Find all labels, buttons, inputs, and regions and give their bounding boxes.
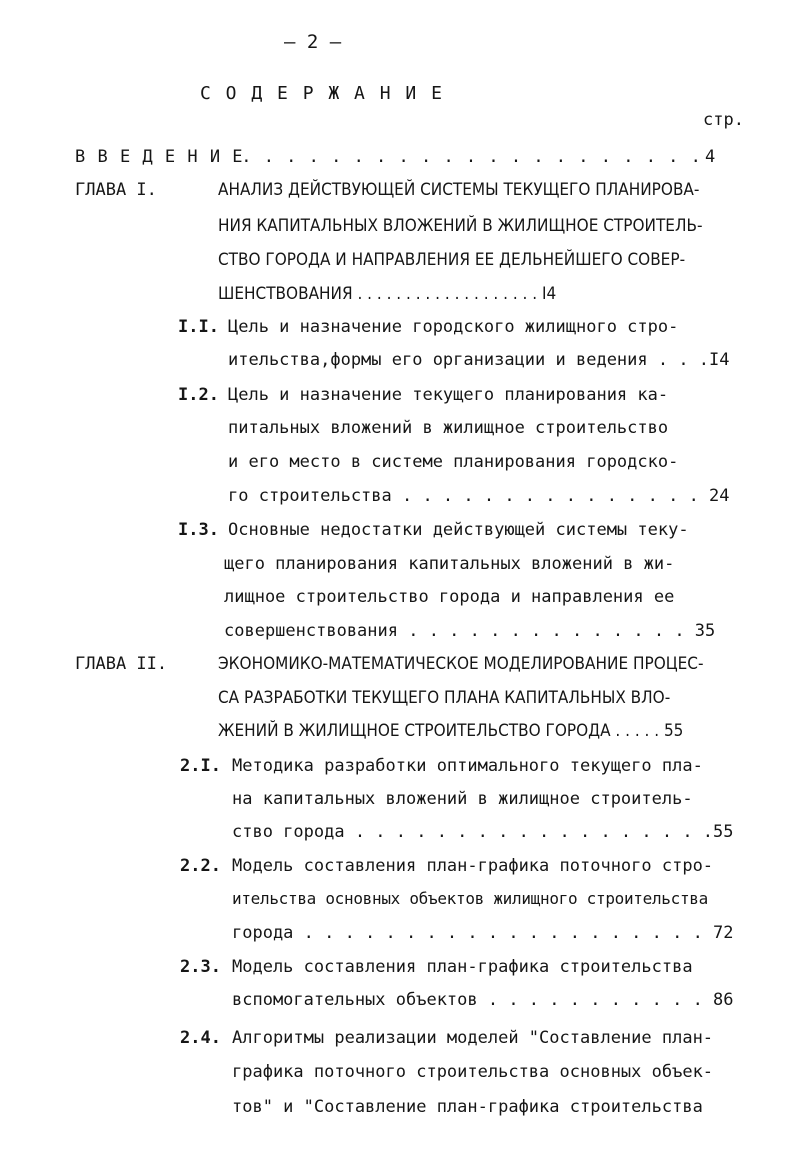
page-column-label: стр. <box>703 110 744 130</box>
chapter-1-title-line: НИЯ КАПИТАЛЬНЫХ ВЛОЖЕНИЙ В ЖИЛИЩНОЕ СТРОИТЕЛЬ- <box>218 216 703 236</box>
section-title-line: ство города . . . . . . . . . . . . . . . . . .55 <box>232 822 734 842</box>
section-title-line: ительства,формы его организации и ведения . . .I4 <box>228 350 730 370</box>
section-title-line: Модель составления план-графика поточного стро- <box>232 856 714 876</box>
section-title-line: совершенствования . . . . . . . . . . . . . . 35 <box>224 621 716 641</box>
section-number: I.2. <box>178 385 219 405</box>
section-title-line: Алгоритмы реализации моделей "Составление план- <box>232 1028 714 1048</box>
section-title-line: Основные недостатки действующей системы теку- <box>228 520 689 540</box>
section-title-line: ительства основных объектов жилищного строительства <box>232 889 708 908</box>
section-title-line: лищное строительство города и направления ее <box>224 587 675 607</box>
section-title-line: Модель составления план-графика строительства <box>232 957 693 977</box>
section-title-line: Методика разработки оптимального текущего пла- <box>232 756 703 776</box>
section-number: 2.3. <box>180 957 221 977</box>
chapter-1-title-line: СТВО ГОРОДА И НАПРАВЛЕНИЯ ЕЕ ДЕЛЬНЕЙШЕГО СОВЕР- <box>218 250 686 270</box>
chapter-2-title-line: СА РАЗРАБОТКИ ТЕКУЩЕГО ПЛАНА КАПИТАЛЬНЫХ ВЛО- <box>218 688 671 708</box>
contents-title: С О Д Е Р Ж А Н И Е <box>200 83 444 104</box>
section-number: I.3. <box>178 520 219 540</box>
chapter-2-title-line: ЭКОНОМИКО-МАТЕМАТИЧЕСКОЕ МОДЕЛИРОВАНИЕ ПРОЦЕС- <box>218 654 704 674</box>
section-title-line: щего планирования капитальных вложений в жи- <box>224 554 675 574</box>
section-title-line: на капитальных вложений в жилищное строитель- <box>232 789 693 809</box>
section-title-line: тов" и "Составление план-графика строительства <box>232 1097 703 1117</box>
page-number: – 2 – <box>284 31 342 53</box>
section-title-line: Цель и назначение городского жилищного стро- <box>228 317 679 337</box>
toc-intro-page: 4 <box>705 147 716 167</box>
section-title-line: города . . . . . . . . . . . . . . . . . . . . 72 <box>232 923 734 943</box>
toc-intro-label: В В Е Д Е Н И Е <box>75 147 244 167</box>
section-title-line: и его место в системе планирования городско- <box>228 452 679 472</box>
section-number: 2.2. <box>180 856 221 876</box>
section-number: 2.I. <box>180 756 221 776</box>
section-title-line: графика поточного строительства основных объек- <box>232 1062 714 1082</box>
section-number: 2.4. <box>180 1028 221 1048</box>
section-title-line: Цель и назначение текущего планирования ка- <box>228 385 669 405</box>
section-title-line: вспомогательных объектов . . . . . . . . . . . 86 <box>232 990 734 1010</box>
chapter-1-title-line: АНАЛИЗ ДЕЙСТВУЮЩЕЙ СИСТЕМЫ ТЕКУЩЕГО ПЛАНИРОВА- <box>218 180 700 200</box>
chapter-1-title-line: ШЕНСТВОВАНИЯ . . . . . . . . . . . . . . . . . . . I4 <box>218 284 557 304</box>
chapter-2-title-line: ЖЕНИЙ В ЖИЛИЩНОЕ СТРОИТЕЛЬСТВО ГОРОДА . . . . . 55 <box>218 721 684 741</box>
section-title-line: питальных вложений в жилищное строительство <box>228 418 669 438</box>
toc-intro-dots: . . . . . . . . . . . . . . . . . . . . . <box>230 147 702 167</box>
section-number: I.I. <box>178 317 219 337</box>
chapter-2-label: ГЛАВА II. <box>75 654 168 674</box>
section-title-line: го строительства . . . . . . . . . . . . . . . 24 <box>228 486 730 506</box>
chapter-1-label: ГЛАВА I. <box>75 180 157 200</box>
